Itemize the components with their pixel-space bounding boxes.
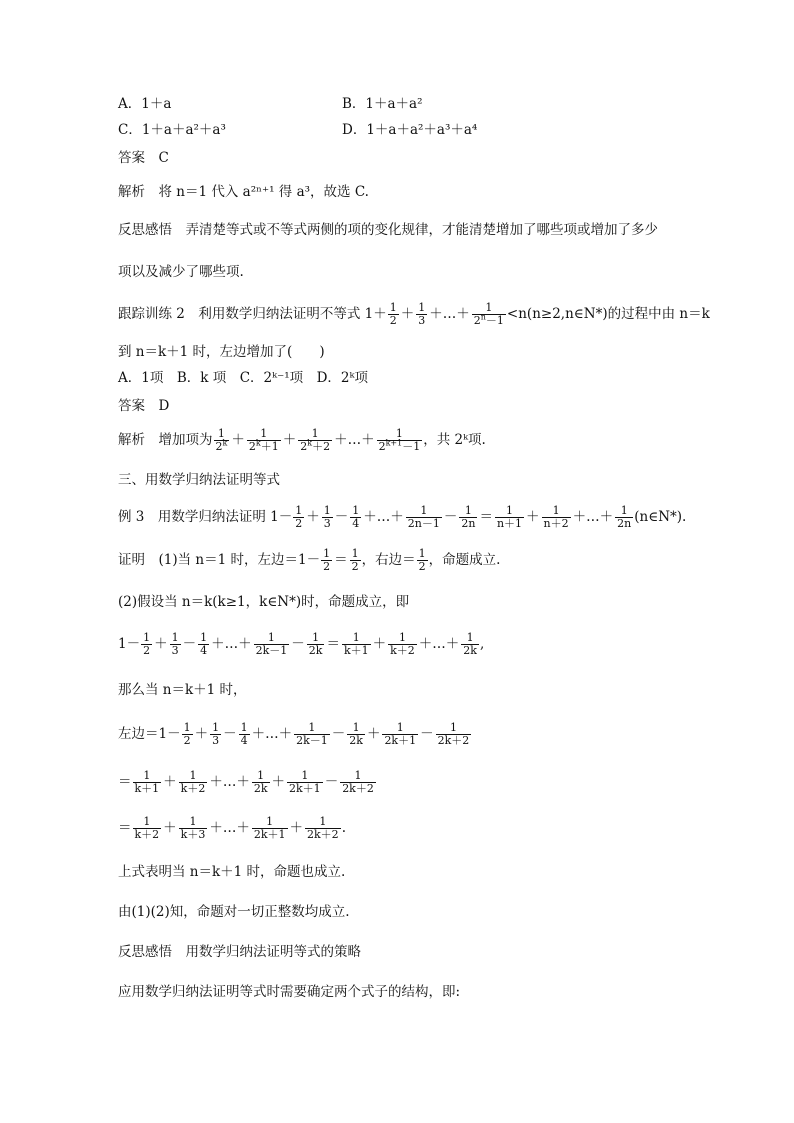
fraction: $\frac{1}{2^k}$: [215, 427, 228, 453]
fraction: $\frac{1}{2k}$: [308, 631, 323, 657]
fraction: $\frac{1}{k+2}$: [390, 631, 415, 657]
reflection-1-line2: 项以及减少了哪些项.: [118, 264, 244, 280]
fraction: $\frac{1}{2k+2}$: [342, 769, 374, 795]
fraction: $\frac{1}{n+1}$: [496, 504, 523, 530]
fraction: $\frac{1}{2}$: [389, 301, 397, 327]
fraction: $\frac{1}{k+2}$: [180, 769, 206, 795]
option-d: D．1＋a＋a²＋a³＋a⁴: [342, 122, 478, 138]
fraction: $\frac{1}{2n}$: [461, 504, 476, 530]
left-side-line-1: 左边＝1－ $\frac{1}{2}$ ＋ $\frac{1}{3}$ － $\frac{1}{4}$ ＋…＋ $\frac{1}{2k-1}$ － $\frac{1}{2k}$ ＋ $\frac{1}{2k+1}$ － $\frac{1}{2k+2}$: [118, 721, 470, 747]
proof-step-1-mid: ，右边＝: [361, 552, 416, 568]
left-side-line-2: ＝ $\frac{1}{k+1}$ ＋ $\frac{1}{k+2}$ ＋…＋ $\frac{1}{2k}$ ＋ $\frac{1}{2k+1}$ － $\frac{1}{2k+2}$: [118, 769, 374, 795]
example-3-prefix: 例 3 用数学归纳法证明 1－: [118, 509, 293, 525]
fraction: $\frac{1}{4}$: [352, 504, 360, 530]
fraction: $\frac{1}{k+2}$: [134, 815, 160, 841]
proof-step-1-prefix: 证明 (1)当 n＝1 时，左边＝1－: [118, 552, 321, 568]
section-3-title: 三、用数学归纳法证明等式: [118, 472, 280, 488]
fraction: $\frac{1}{2k}$: [253, 769, 268, 795]
fraction: $\frac{1}{2k+1}$: [384, 721, 417, 747]
proof-step-2: (2)假设当 n＝k(k≥1，k∈N*)时，命题成立，即: [118, 594, 410, 610]
analysis-1: 解析 将 n＝1 代入 a²ⁿ⁺¹ 得 a³，故选 C.: [118, 184, 369, 200]
fraction: $\frac{1}{2}$: [418, 547, 426, 573]
fraction: $\frac{1}{2}$: [323, 547, 331, 573]
training-2-options: A．1项 B．k 项 C．2ᵏ⁻¹项 D．2ᵏ项: [118, 370, 368, 386]
training-2-line2: 到 n＝k＋1 时，左边增加了( ): [118, 344, 325, 360]
analysis-2-suffix: ，共 2ᵏ项.: [423, 432, 486, 448]
fraction: $\frac{1}{4}$: [200, 631, 208, 657]
fraction: $\frac{1}{2}$: [183, 721, 191, 747]
fraction: $\frac{1}{2^k+2}$: [300, 427, 331, 453]
fraction: $\frac{1}{k+1}$: [343, 631, 369, 657]
reflection-2-title: 反思感悟 用数学归纳法证明等式的策略: [118, 944, 361, 960]
left-side-line-3: ＝ $\frac{1}{k+2}$ ＋ $\frac{1}{k+3}$ ＋…＋ $\frac{1}{2k+1}$ ＋ $\frac{1}{2k+2}$ .: [118, 815, 346, 841]
example-3-statement: 例 3 用数学归纳法证明 1－ $\frac{1}{2}$ ＋ $\frac{1}{3}$ － $\frac{1}{4}$ ＋…＋ $\frac{1}{2n-1}$ － $\frac{1}{2n}$ ＝ $\frac{1}{n+1}$ ＋ $\frac{1}{n+2}$ ＋…＋ $\frac{1}{2n}$ (n∈N*).: [118, 504, 687, 530]
proof-conclusion-1: 上式表明当 n＝k＋1 时，命题也成立.: [118, 864, 346, 880]
fraction: $\frac{1}{2^n-1}$: [473, 301, 504, 327]
fraction: $\frac{1}{2n}$: [617, 504, 632, 530]
fraction: $\frac{1}{3}$: [171, 631, 179, 657]
option-b: B．1＋a＋a²: [342, 96, 423, 112]
training-2-suffix: <n(n≥2,n∈N*)的过程中由 n＝k: [506, 306, 710, 322]
fraction: $\frac{1}{2k}$: [349, 721, 363, 747]
option-c: C．1＋a＋a²＋a³: [118, 122, 226, 138]
fraction: $\frac{1}{3}$: [212, 721, 220, 747]
analysis-2: 解析 增加项为 $\frac{1}{2^k}$ ＋ $\frac{1}{2^k+1}$ ＋ $\frac{1}{2^k+2}$ ＋…＋ $\frac{1}{2^{k+1}-1}$ ，共 2ᵏ项.: [118, 427, 486, 453]
fraction: $\frac{1}{2}$: [143, 631, 151, 657]
fraction: $\frac{1}{2^k+1}$: [248, 427, 279, 453]
fraction: $\frac{1}{2k-1}$: [255, 631, 288, 657]
hypothesis-equation: 1－ $\frac{1}{2}$ ＋ $\frac{1}{3}$ － $\frac{1}{4}$ ＋…＋ $\frac{1}{2k-1}$ － $\frac{1}{2k}$ ＝ $\frac{1}{k+1}$ ＋ $\frac{1}{k+2}$ ＋…＋ $\frac{1}{2k}$ ,: [118, 631, 485, 657]
fraction: $\frac{1}{n+2}$: [543, 504, 569, 530]
analysis-2-prefix: 解析 增加项为: [118, 432, 213, 448]
fraction: $\frac{1}{2k+1}$: [289, 769, 321, 795]
answer-1: 答案 C: [118, 150, 169, 166]
answer-2: 答案 D: [118, 398, 170, 414]
fraction: $\frac{1}{2^{k+1}-1}$: [378, 427, 421, 453]
proof-then: 那么当 n＝k＋1 时，: [118, 682, 247, 698]
fraction: $\frac{1}{4}$: [240, 721, 248, 747]
proof-step-1-suffix: ，命题成立.: [428, 552, 501, 568]
example-3-suffix: (n∈N*).: [634, 509, 687, 525]
fraction: $\frac{1}{3}$: [323, 504, 331, 530]
fraction: $\frac{1}{2k+1}$: [253, 815, 286, 841]
fraction: $\frac{1}{2n-1}$: [407, 504, 440, 530]
fraction: $\frac{1}{3}$: [418, 301, 426, 327]
reflection-2-body: 应用数学归纳法证明等式时需要确定两个式子的结构，即:: [118, 984, 461, 1000]
reflection-1-line1: 反思感悟 弄清楚等式或不等式两侧的项的变化规律，才能清楚增加了哪些项或增加了多少: [118, 222, 658, 238]
fraction: $\frac{1}{2}$: [351, 547, 359, 573]
fraction: $\frac{1}{2k}$: [463, 631, 477, 657]
fraction: $\frac{1}{k+3}$: [180, 815, 206, 841]
proof-conclusion-2: 由(1)(2)知，命题对一切正整数均成立.: [118, 904, 350, 920]
training-2-statement: 跟踪训练 2 利用数学归纳法证明不等式 1＋ $\frac{1}{2}$ ＋ $\frac{1}{3}$ ＋…＋ $\frac{1}{2^n-1}$ <n(n≥2,n∈N*)的过程中由 n＝k: [118, 301, 710, 327]
fraction: $\frac{1}{2k+2}$: [437, 721, 470, 747]
fraction: $\frac{1}{2k-1}$: [296, 721, 328, 747]
proof-step-1: 证明 (1)当 n＝1 时，左边＝1－ $\frac{1}{2}$ ＝ $\frac{1}{2}$ ，右边＝ $\frac{1}{2}$ ，命题成立.: [118, 547, 501, 573]
training-2-prefix: 跟踪训练 2 利用数学归纳法证明不等式 1＋: [118, 306, 387, 322]
option-a: A．1＋a: [118, 96, 172, 112]
left-side-prefix: 左边＝1－: [118, 726, 181, 742]
fraction: $\frac{1}{k+1}$: [134, 769, 160, 795]
fraction: $\frac{1}{2}$: [295, 504, 303, 530]
fraction: $\frac{1}{2k+2}$: [307, 815, 339, 841]
